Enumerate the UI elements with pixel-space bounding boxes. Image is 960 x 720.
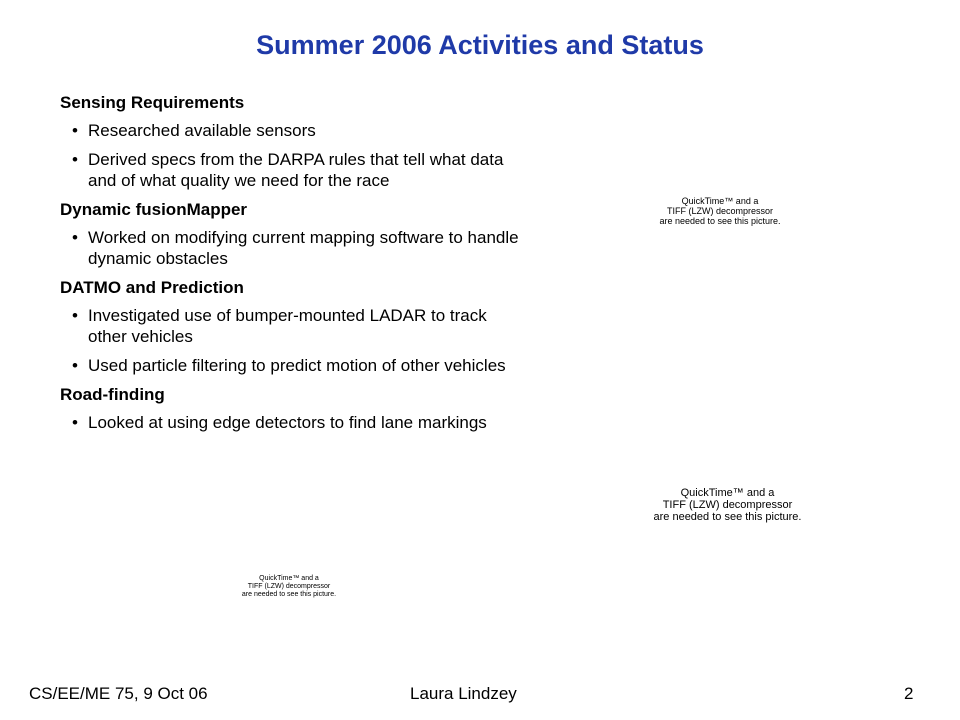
bullet-list (60, 412, 530, 433)
bullet-dot-icon: • (72, 150, 78, 169)
bullet-text: Researched available sensors (88, 121, 316, 140)
bullet-dot-icon: • (72, 356, 78, 375)
bullet-list (60, 305, 530, 376)
bullet-item (60, 227, 530, 269)
placeholder-line: TIFF (LZW) decompressor (666, 206, 773, 216)
section-road-finding (60, 384, 530, 433)
slide-content (60, 92, 530, 441)
section-heading: DATMO and Prediction (60, 278, 244, 297)
section-datmo-prediction (60, 277, 530, 376)
section-sensing-requirements (60, 92, 530, 191)
footer-page-number: 2 (904, 684, 914, 703)
bullet-text: Worked on modifying current mapping software to handle dynamic obstacles (88, 228, 519, 268)
placeholder-line: QuickTime™ and a (680, 487, 775, 499)
bullet-item (60, 355, 530, 376)
bullet-item (60, 149, 530, 191)
bullet-dot-icon: • (72, 413, 78, 432)
section-heading: Sensing Requirements (60, 93, 245, 112)
bullet-dot-icon: • (72, 306, 78, 325)
slide-title: Summer 2006 Activities and Status (256, 30, 704, 60)
quicktime-placeholder-top-right (645, 196, 795, 226)
placeholder-line: are needed to see this picture. (653, 511, 802, 523)
bullet-list (60, 227, 530, 269)
placeholder-line: are needed to see this picture. (659, 216, 781, 226)
placeholder-line: TIFF (LZW) decompressor (662, 499, 793, 511)
bullet-text: Used particle filtering to predict motion of other vehicles (88, 356, 506, 375)
placeholder-line: QuickTime™ and a (259, 575, 319, 582)
footer-author: Laura Lindzey (410, 684, 517, 703)
section-heading: Dynamic fusionMapper (60, 200, 248, 219)
bullet-dot-icon: • (72, 121, 78, 140)
bullet-dot-icon: • (72, 228, 78, 247)
section-heading: Road-finding (60, 385, 165, 404)
bullet-item (60, 412, 530, 433)
bullet-item (60, 305, 530, 347)
placeholder-line: are needed to see this picture. (241, 591, 337, 598)
quicktime-placeholder-bottom-right (640, 487, 815, 523)
section-dynamic-fusionmapper (60, 199, 530, 269)
quicktime-placeholder-bottom-left (234, 575, 344, 599)
placeholder-line: QuickTime™ and a (681, 196, 759, 206)
bullet-text: Looked at using edge detectors to find lane markings (88, 413, 487, 432)
bullet-item (60, 120, 530, 141)
bullet-list (60, 120, 530, 191)
footer-course-date: CS/EE/ME 75, 9 Oct 06 (29, 684, 208, 703)
bullet-text: Investigated use of bumper-mounted LADAR to track other vehicles (88, 306, 487, 346)
placeholder-line: TIFF (LZW) decompressor (247, 583, 331, 590)
bullet-text: Derived specs from the DARPA rules that tell what data and of what quality we need for the race (88, 150, 504, 190)
